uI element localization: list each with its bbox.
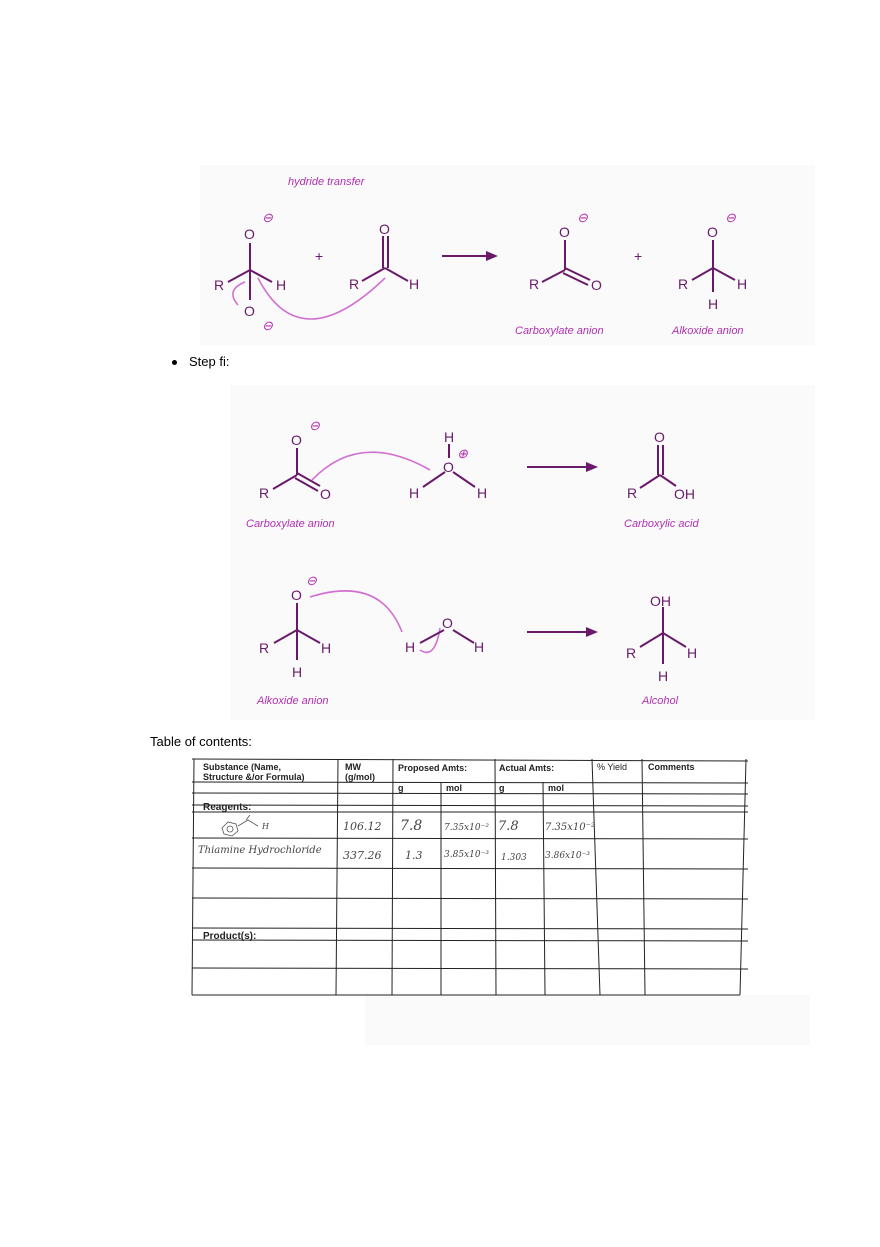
atom: R	[259, 640, 270, 656]
atom: O	[379, 221, 390, 237]
cell-proposed-mol: 3.85x10⁻³	[444, 850, 489, 860]
atom: R	[349, 276, 360, 292]
charge: ⊖	[577, 210, 588, 225]
atom: O	[291, 587, 302, 603]
atom: R	[627, 485, 638, 501]
atom: O	[707, 224, 718, 240]
charge: ⊖	[262, 318, 273, 333]
atom: H	[409, 485, 420, 501]
atom: H	[292, 664, 303, 680]
atom: O	[654, 429, 665, 445]
atom: H	[708, 296, 719, 312]
charge: ⊖	[725, 210, 736, 225]
subheader-mol: mol	[446, 783, 463, 793]
header-actual: Actual Amts:	[499, 763, 555, 773]
carboxylate-label: Carboxylate anion	[246, 518, 335, 530]
cell-actual-g: 1.303	[501, 853, 527, 863]
atom: H	[687, 645, 698, 661]
atom: O	[291, 432, 302, 448]
subheader-g: g	[499, 783, 505, 793]
charge: ⊖	[306, 573, 317, 588]
atom: R	[626, 645, 637, 661]
cell-substance: Thiamine Hydrochloride	[198, 845, 322, 856]
header-mw: MW	[345, 762, 361, 772]
header-mw: (g/mol)	[345, 772, 375, 782]
section-reagents: Reagents:	[203, 802, 252, 813]
plus-sign: +	[315, 248, 324, 264]
table-grid	[192, 759, 748, 995]
section-products: Product(s):	[203, 931, 257, 942]
atom: O	[559, 224, 570, 240]
carboxylate-label: Carboxylate anion	[515, 325, 604, 337]
step-text: Step fi:	[189, 354, 230, 369]
cell-actual-mol: 7.35x10⁻²	[545, 822, 595, 833]
cell-proposed-g: 1.3	[405, 849, 423, 862]
alcohol-label: Alcohol	[642, 695, 679, 707]
cell-actual-mol: 3.86x10⁻³	[545, 851, 590, 861]
header-yield: % Yield	[597, 762, 628, 772]
header-substance: Structure &/or Formula)	[203, 772, 305, 782]
cell-proposed-g: 7.8	[400, 818, 423, 834]
figure-title: hydride transfer	[288, 176, 365, 188]
alkoxide-label: Alkoxide anion	[257, 695, 329, 707]
alkoxide-label: Alkoxide anion	[672, 325, 744, 337]
atom: R	[214, 277, 225, 293]
atom: H	[658, 668, 669, 684]
charge: ⊖	[309, 418, 320, 433]
atom: H	[321, 640, 332, 656]
atom: OH	[674, 486, 695, 502]
cell-mw: 337.26	[343, 849, 382, 862]
table-of-contents-label: Table of contents:	[150, 734, 252, 749]
atom: H	[409, 276, 420, 292]
subheader-g: g	[398, 783, 404, 793]
atom: H	[477, 485, 488, 501]
cell-mw: 106.12	[343, 820, 382, 833]
charge: ⊖	[262, 210, 273, 225]
atom: R	[678, 276, 689, 292]
atom: R	[259, 485, 270, 501]
protonation-figure	[0, 380, 880, 725]
plus-sign: +	[634, 248, 643, 264]
atom: H	[737, 276, 748, 292]
charge: ⊕	[457, 446, 468, 461]
reagent-table	[0, 750, 880, 1050]
atom: H	[444, 429, 455, 445]
atom: R	[529, 276, 540, 292]
subheader-mol: mol	[548, 783, 565, 793]
atom: OH	[650, 593, 671, 609]
benzaldehyde-structure-sketch	[222, 815, 258, 836]
atom: H	[474, 639, 485, 655]
atom: O	[442, 615, 453, 631]
header-proposed: Proposed Amts:	[398, 763, 468, 773]
hydride-transfer-figure	[0, 0, 880, 350]
atom: O	[244, 303, 255, 319]
atom: O	[320, 486, 331, 502]
carboxylic-acid-label: Carboxylic acid	[624, 518, 699, 530]
header-comments: Comments	[648, 762, 695, 772]
bullet-step	[172, 354, 229, 369]
atom: O	[443, 459, 454, 475]
atom: H	[405, 639, 416, 655]
cell-proposed-mol: 7.35x10⁻²	[444, 823, 489, 833]
atom: H	[276, 277, 287, 293]
atom: O	[244, 226, 255, 242]
header-substance: Substance (Name,	[203, 762, 282, 772]
atom: O	[591, 277, 602, 293]
bullet-icon	[172, 360, 177, 365]
cell-actual-g: 7.8	[498, 819, 519, 834]
cell-substance: H	[262, 822, 269, 831]
